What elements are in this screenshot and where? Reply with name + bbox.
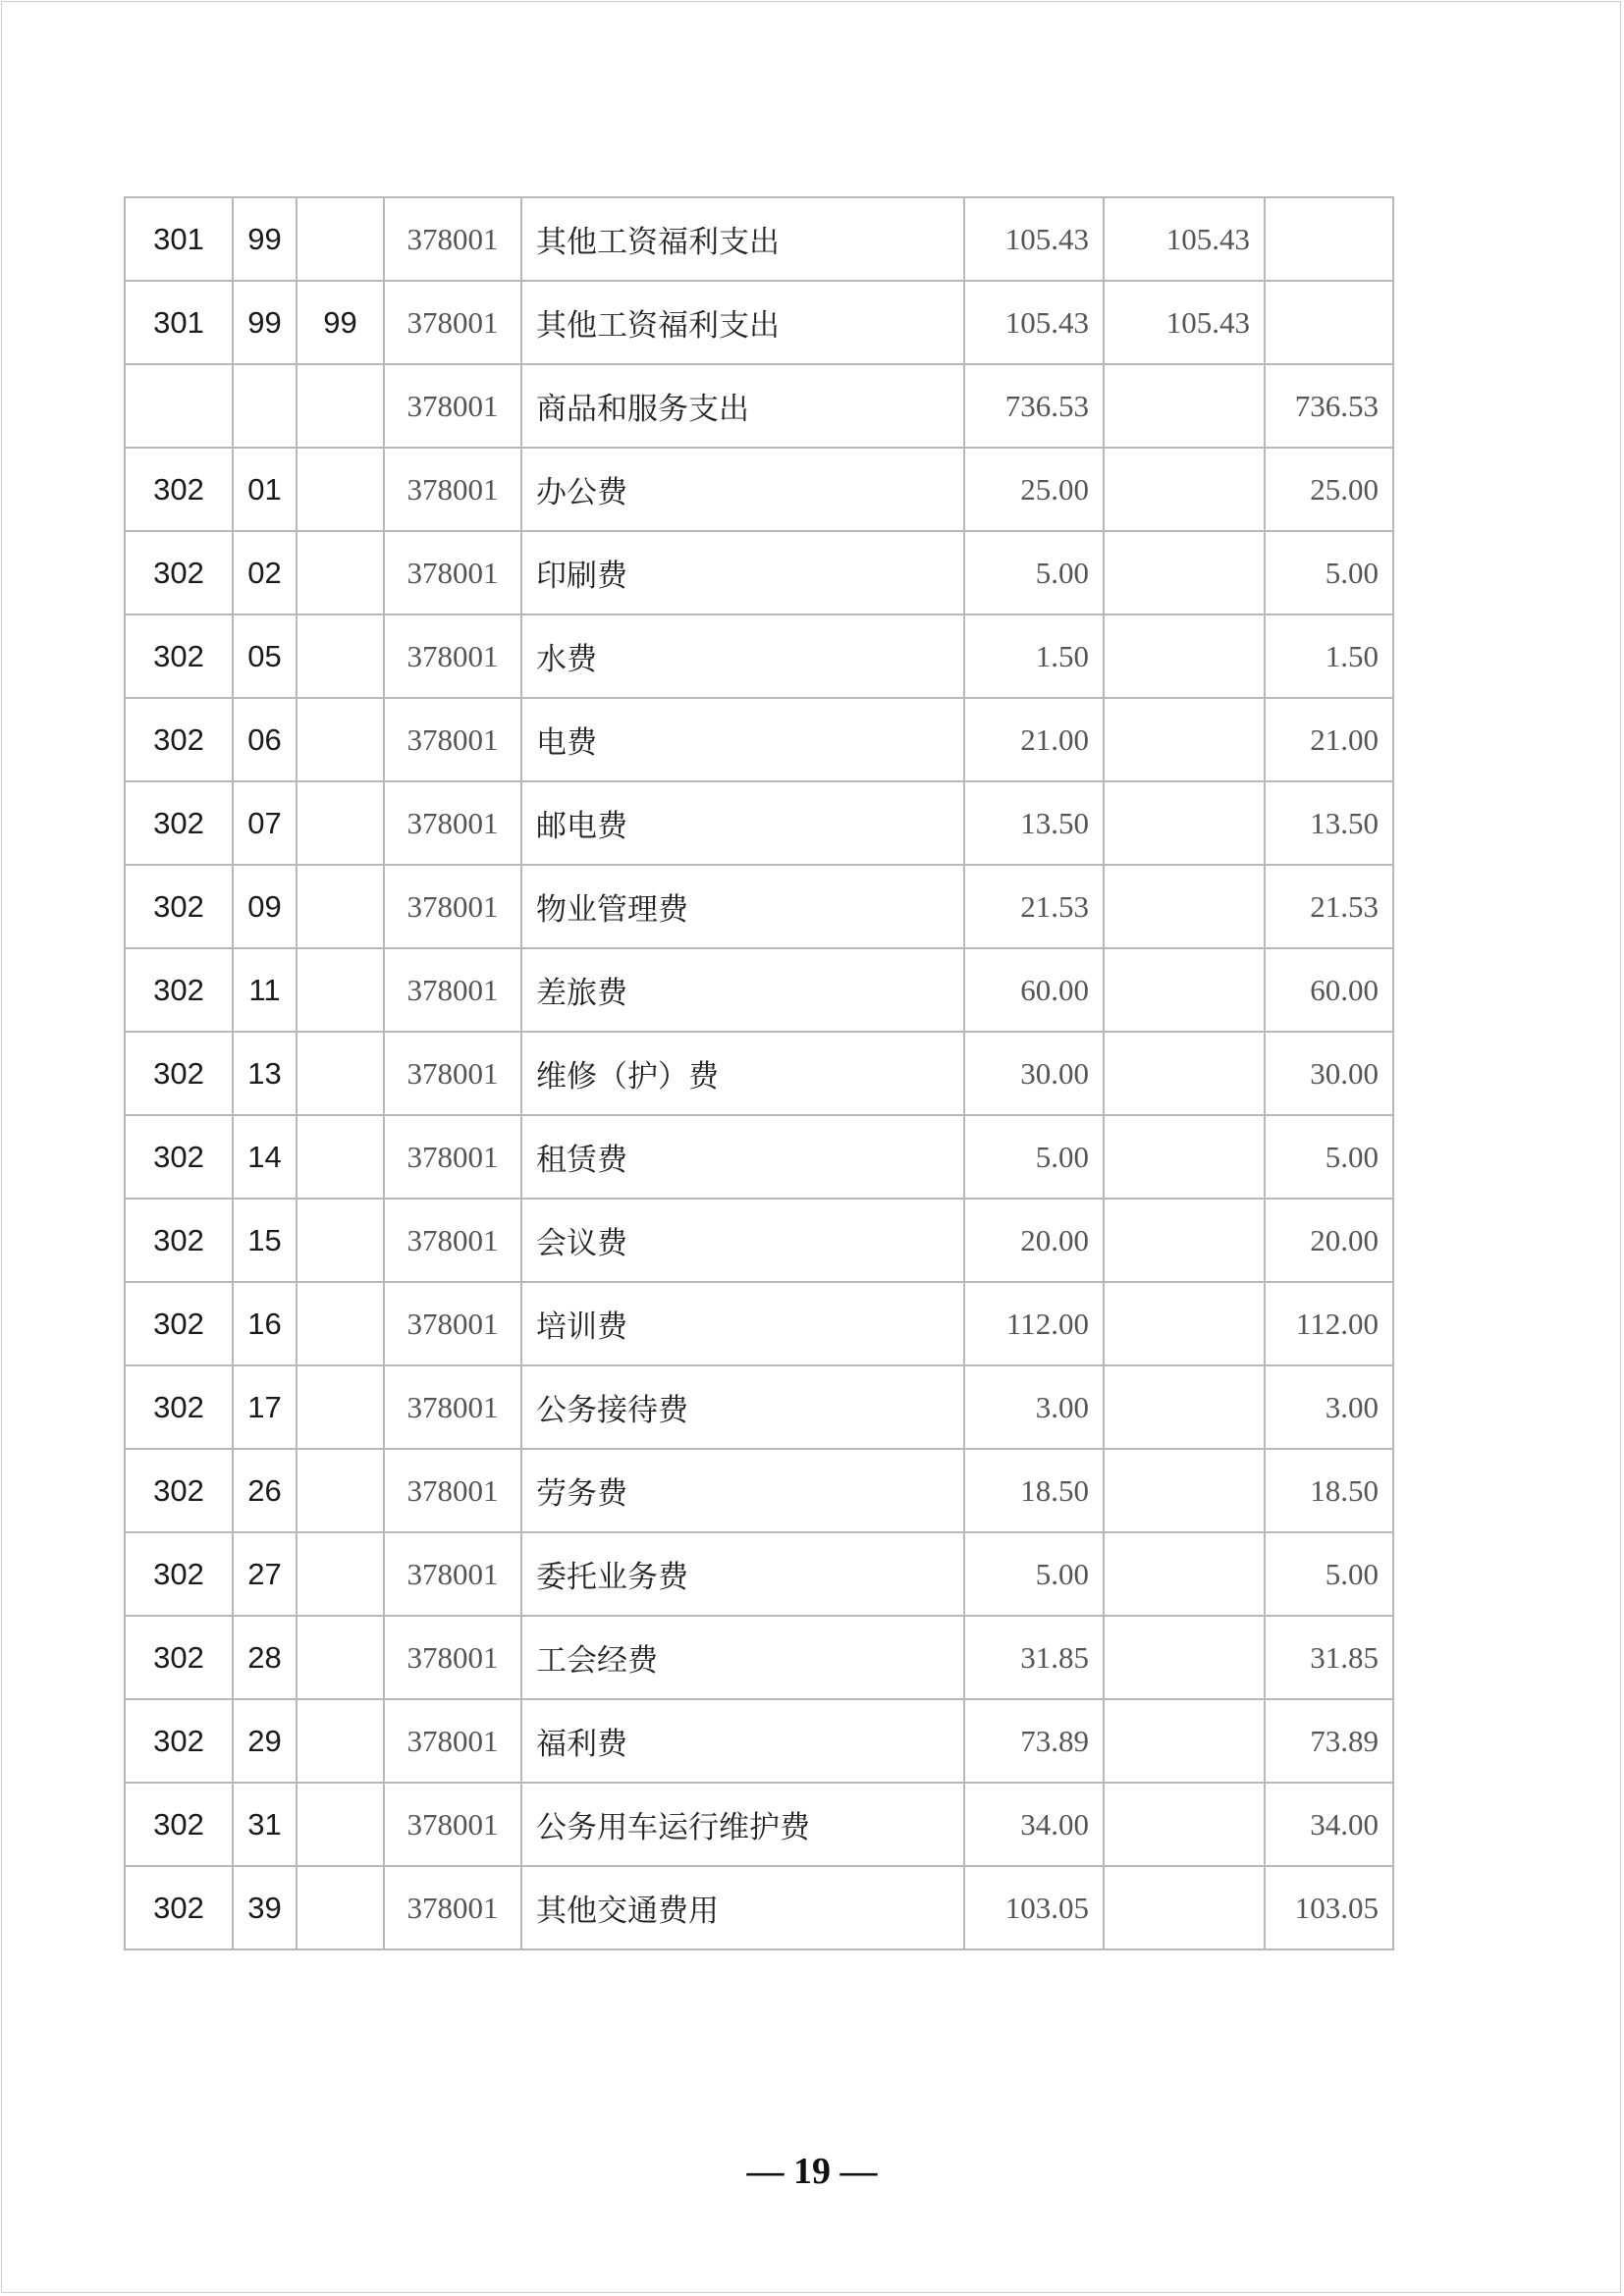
item-name-cell: 租赁费 bbox=[521, 1115, 964, 1199]
xiang-code-cell bbox=[297, 781, 384, 865]
project-expense-cell: 5.00 bbox=[1265, 1115, 1393, 1199]
total-amount-cell: 105.43 bbox=[964, 197, 1104, 281]
project-expense-cell: 13.50 bbox=[1265, 781, 1393, 865]
class-code-cell: 302 bbox=[125, 1115, 233, 1199]
unit-code-cell: 378001 bbox=[384, 614, 521, 698]
item-name-cell: 电费 bbox=[521, 698, 964, 781]
total-amount-cell: 60.00 bbox=[964, 948, 1104, 1032]
table-row bbox=[125, 698, 1393, 781]
unit-code-cell: 378001 bbox=[384, 1699, 521, 1783]
basic-expense-cell bbox=[1104, 1449, 1265, 1532]
project-expense-cell: 18.50 bbox=[1265, 1449, 1393, 1532]
item-name-cell: 劳务费 bbox=[521, 1449, 964, 1532]
kuan-code-cell: 06 bbox=[233, 698, 297, 781]
class-code-cell: 302 bbox=[125, 781, 233, 865]
project-expense-cell: 21.53 bbox=[1265, 865, 1393, 948]
unit-code-cell: 378001 bbox=[384, 1199, 521, 1282]
project-expense-cell: 31.85 bbox=[1265, 1616, 1393, 1699]
basic-expense-cell: 105.43 bbox=[1104, 197, 1265, 281]
xiang-code-cell bbox=[297, 948, 384, 1032]
item-name-cell: 差旅费 bbox=[521, 948, 964, 1032]
table-row bbox=[125, 948, 1393, 1032]
kuan-code-cell: 11 bbox=[233, 948, 297, 1032]
unit-code-cell: 378001 bbox=[384, 1783, 521, 1866]
xiang-code-cell bbox=[297, 448, 384, 531]
kuan-code-cell: 17 bbox=[233, 1365, 297, 1449]
kuan-code-cell: 09 bbox=[233, 865, 297, 948]
basic-expense-cell bbox=[1104, 1616, 1265, 1699]
project-expense-cell: 103.05 bbox=[1265, 1866, 1393, 1949]
project-expense-cell: 5.00 bbox=[1265, 531, 1393, 614]
kuan-code-cell: 07 bbox=[233, 781, 297, 865]
kuan-code-cell: 26 bbox=[233, 1449, 297, 1532]
xiang-code-cell bbox=[297, 1032, 384, 1115]
total-amount-cell: 31.85 bbox=[964, 1616, 1104, 1699]
item-name-cell: 其他交通费用 bbox=[521, 1866, 964, 1949]
basic-expense-cell bbox=[1104, 1532, 1265, 1616]
item-name-cell: 会议费 bbox=[521, 1199, 964, 1282]
kuan-code-cell: 29 bbox=[233, 1699, 297, 1783]
total-amount-cell: 105.43 bbox=[964, 281, 1104, 364]
total-amount-cell: 103.05 bbox=[964, 1866, 1104, 1949]
unit-code-cell: 378001 bbox=[384, 1616, 521, 1699]
unit-code-cell: 378001 bbox=[384, 948, 521, 1032]
class-code-cell: 302 bbox=[125, 1783, 233, 1866]
item-name-cell: 委托业务费 bbox=[521, 1532, 964, 1616]
total-amount-cell: 21.53 bbox=[964, 865, 1104, 948]
total-amount-cell: 3.00 bbox=[964, 1365, 1104, 1449]
item-name-cell: 维修（护）费 bbox=[521, 1032, 964, 1115]
basic-expense-cell bbox=[1104, 448, 1265, 531]
table-row bbox=[125, 364, 1393, 448]
xiang-code-cell bbox=[297, 614, 384, 698]
basic-expense-cell bbox=[1104, 1783, 1265, 1866]
project-expense-cell: 5.00 bbox=[1265, 1532, 1393, 1616]
unit-code-cell: 378001 bbox=[384, 448, 521, 531]
total-amount-cell: 5.00 bbox=[964, 1532, 1104, 1616]
kuan-code-cell: 39 bbox=[233, 1866, 297, 1949]
table-body bbox=[125, 197, 1393, 1949]
kuan-code-cell: 16 bbox=[233, 1282, 297, 1365]
table-row bbox=[125, 865, 1393, 948]
basic-expense-cell bbox=[1104, 1032, 1265, 1115]
total-amount-cell: 5.00 bbox=[964, 1115, 1104, 1199]
unit-code-cell: 378001 bbox=[384, 1032, 521, 1115]
unit-code-cell: 378001 bbox=[384, 197, 521, 281]
kuan-code-cell: 13 bbox=[233, 1032, 297, 1115]
class-code-cell: 301 bbox=[125, 281, 233, 364]
kuan-code-cell: 31 bbox=[233, 1783, 297, 1866]
xiang-code-cell bbox=[297, 1449, 384, 1532]
total-amount-cell: 30.00 bbox=[964, 1032, 1104, 1115]
total-amount-cell: 34.00 bbox=[964, 1783, 1104, 1866]
basic-expense-cell bbox=[1104, 364, 1265, 448]
table-row bbox=[125, 531, 1393, 614]
kuan-code-cell bbox=[233, 364, 297, 448]
project-expense-cell: 20.00 bbox=[1265, 1199, 1393, 1282]
kuan-code-cell: 28 bbox=[233, 1616, 297, 1699]
basic-expense-cell bbox=[1104, 614, 1265, 698]
project-expense-cell: 60.00 bbox=[1265, 948, 1393, 1032]
item-name-cell: 其他工资福利支出 bbox=[521, 197, 964, 281]
class-code-cell: 302 bbox=[125, 448, 233, 531]
class-code-cell: 302 bbox=[125, 698, 233, 781]
xiang-code-cell bbox=[297, 1616, 384, 1699]
unit-code-cell: 378001 bbox=[384, 1866, 521, 1949]
table-row bbox=[125, 1199, 1393, 1282]
xiang-code-cell bbox=[297, 1783, 384, 1866]
table-row bbox=[125, 1115, 1393, 1199]
class-code-cell: 302 bbox=[125, 614, 233, 698]
kuan-code-cell: 02 bbox=[233, 531, 297, 614]
table-row bbox=[125, 1365, 1393, 1449]
xiang-code-cell bbox=[297, 1532, 384, 1616]
basic-expense-cell bbox=[1104, 781, 1265, 865]
xiang-code-cell bbox=[297, 1282, 384, 1365]
item-name-cell: 水费 bbox=[521, 614, 964, 698]
item-name-cell: 公务接待费 bbox=[521, 1365, 964, 1449]
basic-expense-cell bbox=[1104, 531, 1265, 614]
unit-code-cell: 378001 bbox=[384, 1365, 521, 1449]
basic-expense-cell bbox=[1104, 865, 1265, 948]
page-number: — 19 — bbox=[746, 2151, 878, 2192]
basic-expense-cell bbox=[1104, 948, 1265, 1032]
total-amount-cell: 112.00 bbox=[964, 1282, 1104, 1365]
table-row bbox=[125, 1282, 1393, 1365]
project-expense-cell bbox=[1265, 197, 1393, 281]
total-amount-cell: 25.00 bbox=[964, 448, 1104, 531]
total-amount-cell: 1.50 bbox=[964, 614, 1104, 698]
table-row bbox=[125, 1532, 1393, 1616]
class-code-cell: 301 bbox=[125, 197, 233, 281]
xiang-code-cell bbox=[297, 865, 384, 948]
item-name-cell: 印刷费 bbox=[521, 531, 964, 614]
table-row bbox=[125, 1699, 1393, 1783]
budget-table bbox=[124, 196, 1394, 1950]
basic-expense-cell bbox=[1104, 1866, 1265, 1949]
item-name-cell: 公务用车运行维护费 bbox=[521, 1783, 964, 1866]
basic-expense-cell bbox=[1104, 1282, 1265, 1365]
class-code-cell: 302 bbox=[125, 1532, 233, 1616]
item-name-cell: 其他工资福利支出 bbox=[521, 281, 964, 364]
class-code-cell bbox=[125, 364, 233, 448]
class-code-cell: 302 bbox=[125, 1199, 233, 1282]
kuan-code-cell: 99 bbox=[233, 197, 297, 281]
basic-expense-cell bbox=[1104, 1115, 1265, 1199]
project-expense-cell: 21.00 bbox=[1265, 698, 1393, 781]
class-code-cell: 302 bbox=[125, 1866, 233, 1949]
item-name-cell: 邮电费 bbox=[521, 781, 964, 865]
kuan-code-cell: 01 bbox=[233, 448, 297, 531]
xiang-code-cell bbox=[297, 1699, 384, 1783]
project-expense-cell bbox=[1265, 281, 1393, 364]
project-expense-cell: 73.89 bbox=[1265, 1699, 1393, 1783]
class-code-cell: 302 bbox=[125, 948, 233, 1032]
class-code-cell: 302 bbox=[125, 1365, 233, 1449]
item-name-cell: 培训费 bbox=[521, 1282, 964, 1365]
unit-code-cell: 378001 bbox=[384, 1532, 521, 1616]
xiang-code-cell bbox=[297, 531, 384, 614]
unit-code-cell: 378001 bbox=[384, 698, 521, 781]
class-code-cell: 302 bbox=[125, 531, 233, 614]
item-name-cell: 商品和服务支出 bbox=[521, 364, 964, 448]
class-code-cell: 302 bbox=[125, 1699, 233, 1783]
class-code-cell: 302 bbox=[125, 865, 233, 948]
basic-expense-cell: 105.43 bbox=[1104, 281, 1265, 364]
total-amount-cell: 73.89 bbox=[964, 1699, 1104, 1783]
unit-code-cell: 378001 bbox=[384, 1449, 521, 1532]
total-amount-cell: 736.53 bbox=[964, 364, 1104, 448]
total-amount-cell: 21.00 bbox=[964, 698, 1104, 781]
class-code-cell: 302 bbox=[125, 1032, 233, 1115]
table-row bbox=[125, 614, 1393, 698]
xiang-code-cell bbox=[297, 1365, 384, 1449]
project-expense-cell: 1.50 bbox=[1265, 614, 1393, 698]
class-code-cell: 302 bbox=[125, 1449, 233, 1532]
xiang-code-cell bbox=[297, 197, 384, 281]
kuan-code-cell: 15 bbox=[233, 1199, 297, 1282]
total-amount-cell: 20.00 bbox=[964, 1199, 1104, 1282]
kuan-code-cell: 05 bbox=[233, 614, 297, 698]
table-row bbox=[125, 197, 1393, 281]
unit-code-cell: 378001 bbox=[384, 781, 521, 865]
class-code-cell: 302 bbox=[125, 1282, 233, 1365]
xiang-code-cell: 99 bbox=[297, 281, 384, 364]
unit-code-cell: 378001 bbox=[384, 281, 521, 364]
table-row bbox=[125, 1866, 1393, 1949]
xiang-code-cell bbox=[297, 1866, 384, 1949]
project-expense-cell: 34.00 bbox=[1265, 1783, 1393, 1866]
item-name-cell: 办公费 bbox=[521, 448, 964, 531]
total-amount-cell: 5.00 bbox=[964, 531, 1104, 614]
class-code-cell: 302 bbox=[125, 1616, 233, 1699]
table-row bbox=[125, 448, 1393, 531]
kuan-code-cell: 14 bbox=[233, 1115, 297, 1199]
project-expense-cell: 112.00 bbox=[1265, 1282, 1393, 1365]
total-amount-cell: 13.50 bbox=[964, 781, 1104, 865]
kuan-code-cell: 27 bbox=[233, 1532, 297, 1616]
basic-expense-cell bbox=[1104, 1199, 1265, 1282]
unit-code-cell: 378001 bbox=[384, 865, 521, 948]
table-row bbox=[125, 781, 1393, 865]
item-name-cell: 福利费 bbox=[521, 1699, 964, 1783]
unit-code-cell: 378001 bbox=[384, 1282, 521, 1365]
table-row bbox=[125, 281, 1393, 364]
item-name-cell: 物业管理费 bbox=[521, 865, 964, 948]
project-expense-cell: 3.00 bbox=[1265, 1365, 1393, 1449]
xiang-code-cell bbox=[297, 698, 384, 781]
total-amount-cell: 18.50 bbox=[964, 1449, 1104, 1532]
table-row bbox=[125, 1783, 1393, 1866]
project-expense-cell: 30.00 bbox=[1265, 1032, 1393, 1115]
xiang-code-cell bbox=[297, 1199, 384, 1282]
basic-expense-cell bbox=[1104, 1365, 1265, 1449]
xiang-code-cell bbox=[297, 1115, 384, 1199]
table-row bbox=[125, 1449, 1393, 1532]
basic-expense-cell bbox=[1104, 1699, 1265, 1783]
project-expense-cell: 25.00 bbox=[1265, 448, 1393, 531]
basic-expense-cell bbox=[1104, 698, 1265, 781]
unit-code-cell: 378001 bbox=[384, 531, 521, 614]
unit-code-cell: 378001 bbox=[384, 1115, 521, 1199]
table-row bbox=[125, 1032, 1393, 1115]
item-name-cell: 工会经费 bbox=[521, 1616, 964, 1699]
unit-code-cell: 378001 bbox=[384, 364, 521, 448]
project-expense-cell: 736.53 bbox=[1265, 364, 1393, 448]
xiang-code-cell bbox=[297, 364, 384, 448]
kuan-code-cell: 99 bbox=[233, 281, 297, 364]
table-row bbox=[125, 1616, 1393, 1699]
